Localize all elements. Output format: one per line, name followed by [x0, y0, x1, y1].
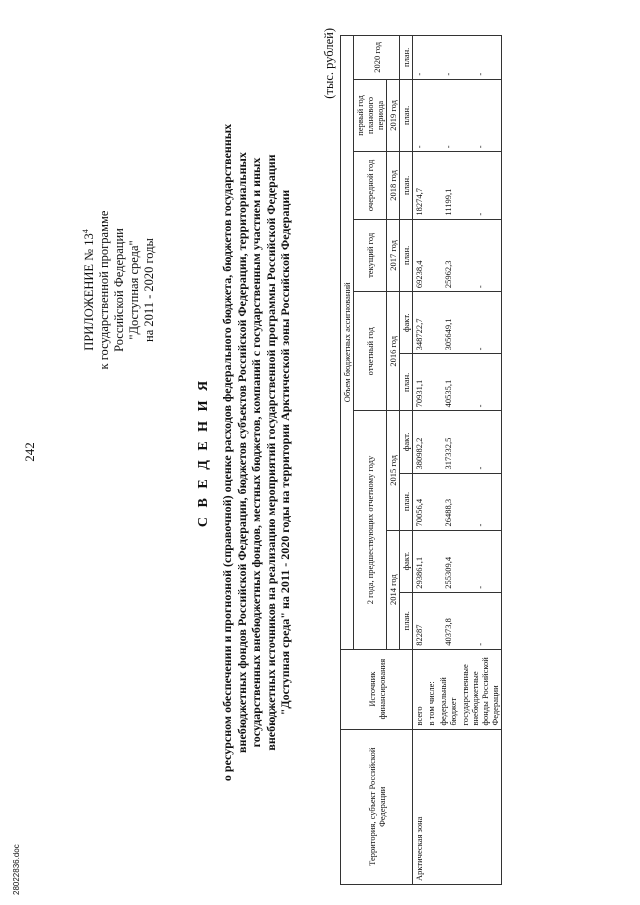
header-first-plan-year: первый год планового периода	[354, 79, 387, 152]
territory-cell: Арктическая зона	[413, 729, 502, 884]
subtitle-line: "Доступная среда" на 2011 - 2020 годы на территории Арктической зоны Российской Федерации	[278, 189, 292, 716]
value-cell	[425, 36, 437, 80]
value-cell: -	[459, 354, 502, 411]
subtitle-line: внебюджетных фондов Российской Федерации, бюджетов субъектов Российской Федерации, территориальных	[234, 152, 249, 753]
header-reporting-year: отчетный год	[354, 292, 387, 411]
header-plan: план.	[400, 79, 413, 152]
value-cell: 255309,4	[437, 530, 459, 592]
value-cell: 26488,3	[437, 473, 459, 530]
subtitle-line: о ресурсном обеспечении и прогнозной (справочной) оценке расходов федерального бюджета, бюджетов государственных	[220, 123, 234, 782]
value-cell: 380982,2	[413, 411, 426, 473]
value-cell	[425, 530, 437, 592]
value-cell	[425, 152, 437, 219]
value-cell: 305649,1	[437, 292, 459, 354]
value-cell: -	[459, 152, 502, 219]
value-cell: 69238,4	[413, 219, 426, 292]
value-cell: -	[459, 473, 502, 530]
header-2019: 2019 год	[387, 79, 400, 152]
value-cell: 317332,5	[437, 411, 459, 473]
header-source: Источник финансирования	[341, 649, 413, 729]
value-cell: 40535,1	[437, 354, 459, 411]
header-two-years-prior: 2 года, предшествующих отчетному году	[354, 411, 387, 649]
value-cell: 70056,4	[413, 473, 426, 530]
source-cell: всего	[413, 649, 426, 729]
header-2020: 2020 год	[354, 36, 400, 80]
value-cell: 40373,8	[437, 592, 459, 649]
value-cell: 11199,1	[437, 152, 459, 219]
header-plan: план.	[400, 36, 413, 80]
appendix-line-2: к государственной программе	[97, 210, 112, 370]
document-title: С В Е Д Е Н И Я	[196, 377, 211, 528]
table-row	[413, 36, 426, 885]
value-cell: -	[437, 36, 459, 80]
source-cell: федеральный бюджет	[437, 649, 459, 729]
budget-table	[340, 35, 502, 885]
value-cell: -	[459, 592, 502, 649]
value-cell: -	[459, 292, 502, 354]
source-cell: государственные внебюджетные фонды Российской Федерации	[459, 649, 502, 729]
value-cell: -	[459, 79, 502, 152]
header-plan: план.	[400, 473, 413, 530]
appendix-line-4: "Доступная среда"	[127, 240, 142, 340]
value-cell: 18274,7	[413, 152, 426, 219]
value-cell	[425, 79, 437, 152]
value-cell	[425, 219, 437, 292]
header-2014: 2014 год	[387, 530, 400, 649]
value-cell: -	[413, 36, 426, 80]
value-cell: -	[437, 79, 459, 152]
value-cell	[425, 354, 437, 411]
value-cell: 348722,7	[413, 292, 426, 354]
subtitle-line: государственных внебюджетных фондов, местных бюджетов, компаний с государственным участием и иных	[249, 157, 263, 748]
header-fact: факт.	[400, 292, 413, 354]
header-current-year: текущий год	[354, 219, 387, 292]
header-2017: 2017 год	[387, 219, 400, 292]
header-plan: план.	[400, 592, 413, 649]
page-number: 242	[22, 442, 37, 462]
header-fact: факт.	[400, 411, 413, 473]
value-cell: 25962,3	[437, 219, 459, 292]
value-cell: 82287	[413, 592, 426, 649]
title-block	[196, 20, 293, 885]
value-cell: -	[459, 36, 502, 80]
header-plan: план.	[400, 219, 413, 292]
subtitle-line: внебюджетных источников на реализацию мероприятий государственной программы Российской Федерации	[263, 154, 278, 751]
header-2016: 2016 год	[387, 292, 400, 411]
units-label: (тыс. рублей)	[322, 28, 336, 99]
appendix-line-1: ПРИЛОЖЕНИЕ № $13^4$	[81, 229, 97, 351]
header-2015: 2015 год	[387, 411, 400, 530]
value-cell	[425, 411, 437, 473]
value-cell: 70931,1	[413, 354, 426, 411]
source-cell: в том числе:	[425, 649, 437, 729]
value-cell: 293861,1	[413, 530, 426, 592]
header-plan: план.	[400, 152, 413, 219]
header-next-year: очередной год	[354, 152, 387, 219]
value-cell: -	[459, 411, 502, 473]
value-cell: -	[413, 79, 426, 152]
value-cell: -	[459, 219, 502, 292]
document-subtitle	[220, 20, 293, 885]
value-cell	[425, 292, 437, 354]
value-cell: -	[459, 530, 502, 592]
header-2018: 2018 год	[387, 152, 400, 219]
header-volume: Объем бюджетных ассигнований	[341, 36, 354, 650]
appendix-line-5: на 2011 - 2020 годы	[142, 238, 157, 342]
header-territory: Территория, субъект Российской Федерации	[341, 729, 413, 884]
appendix-header	[78, 160, 157, 420]
header-fact: факт.	[400, 530, 413, 592]
header-plan: план.	[400, 354, 413, 411]
appendix-line-3: Российской Федерации	[112, 228, 127, 352]
value-cell	[425, 592, 437, 649]
value-cell	[425, 473, 437, 530]
document-id: 28022836.doc	[12, 844, 21, 895]
